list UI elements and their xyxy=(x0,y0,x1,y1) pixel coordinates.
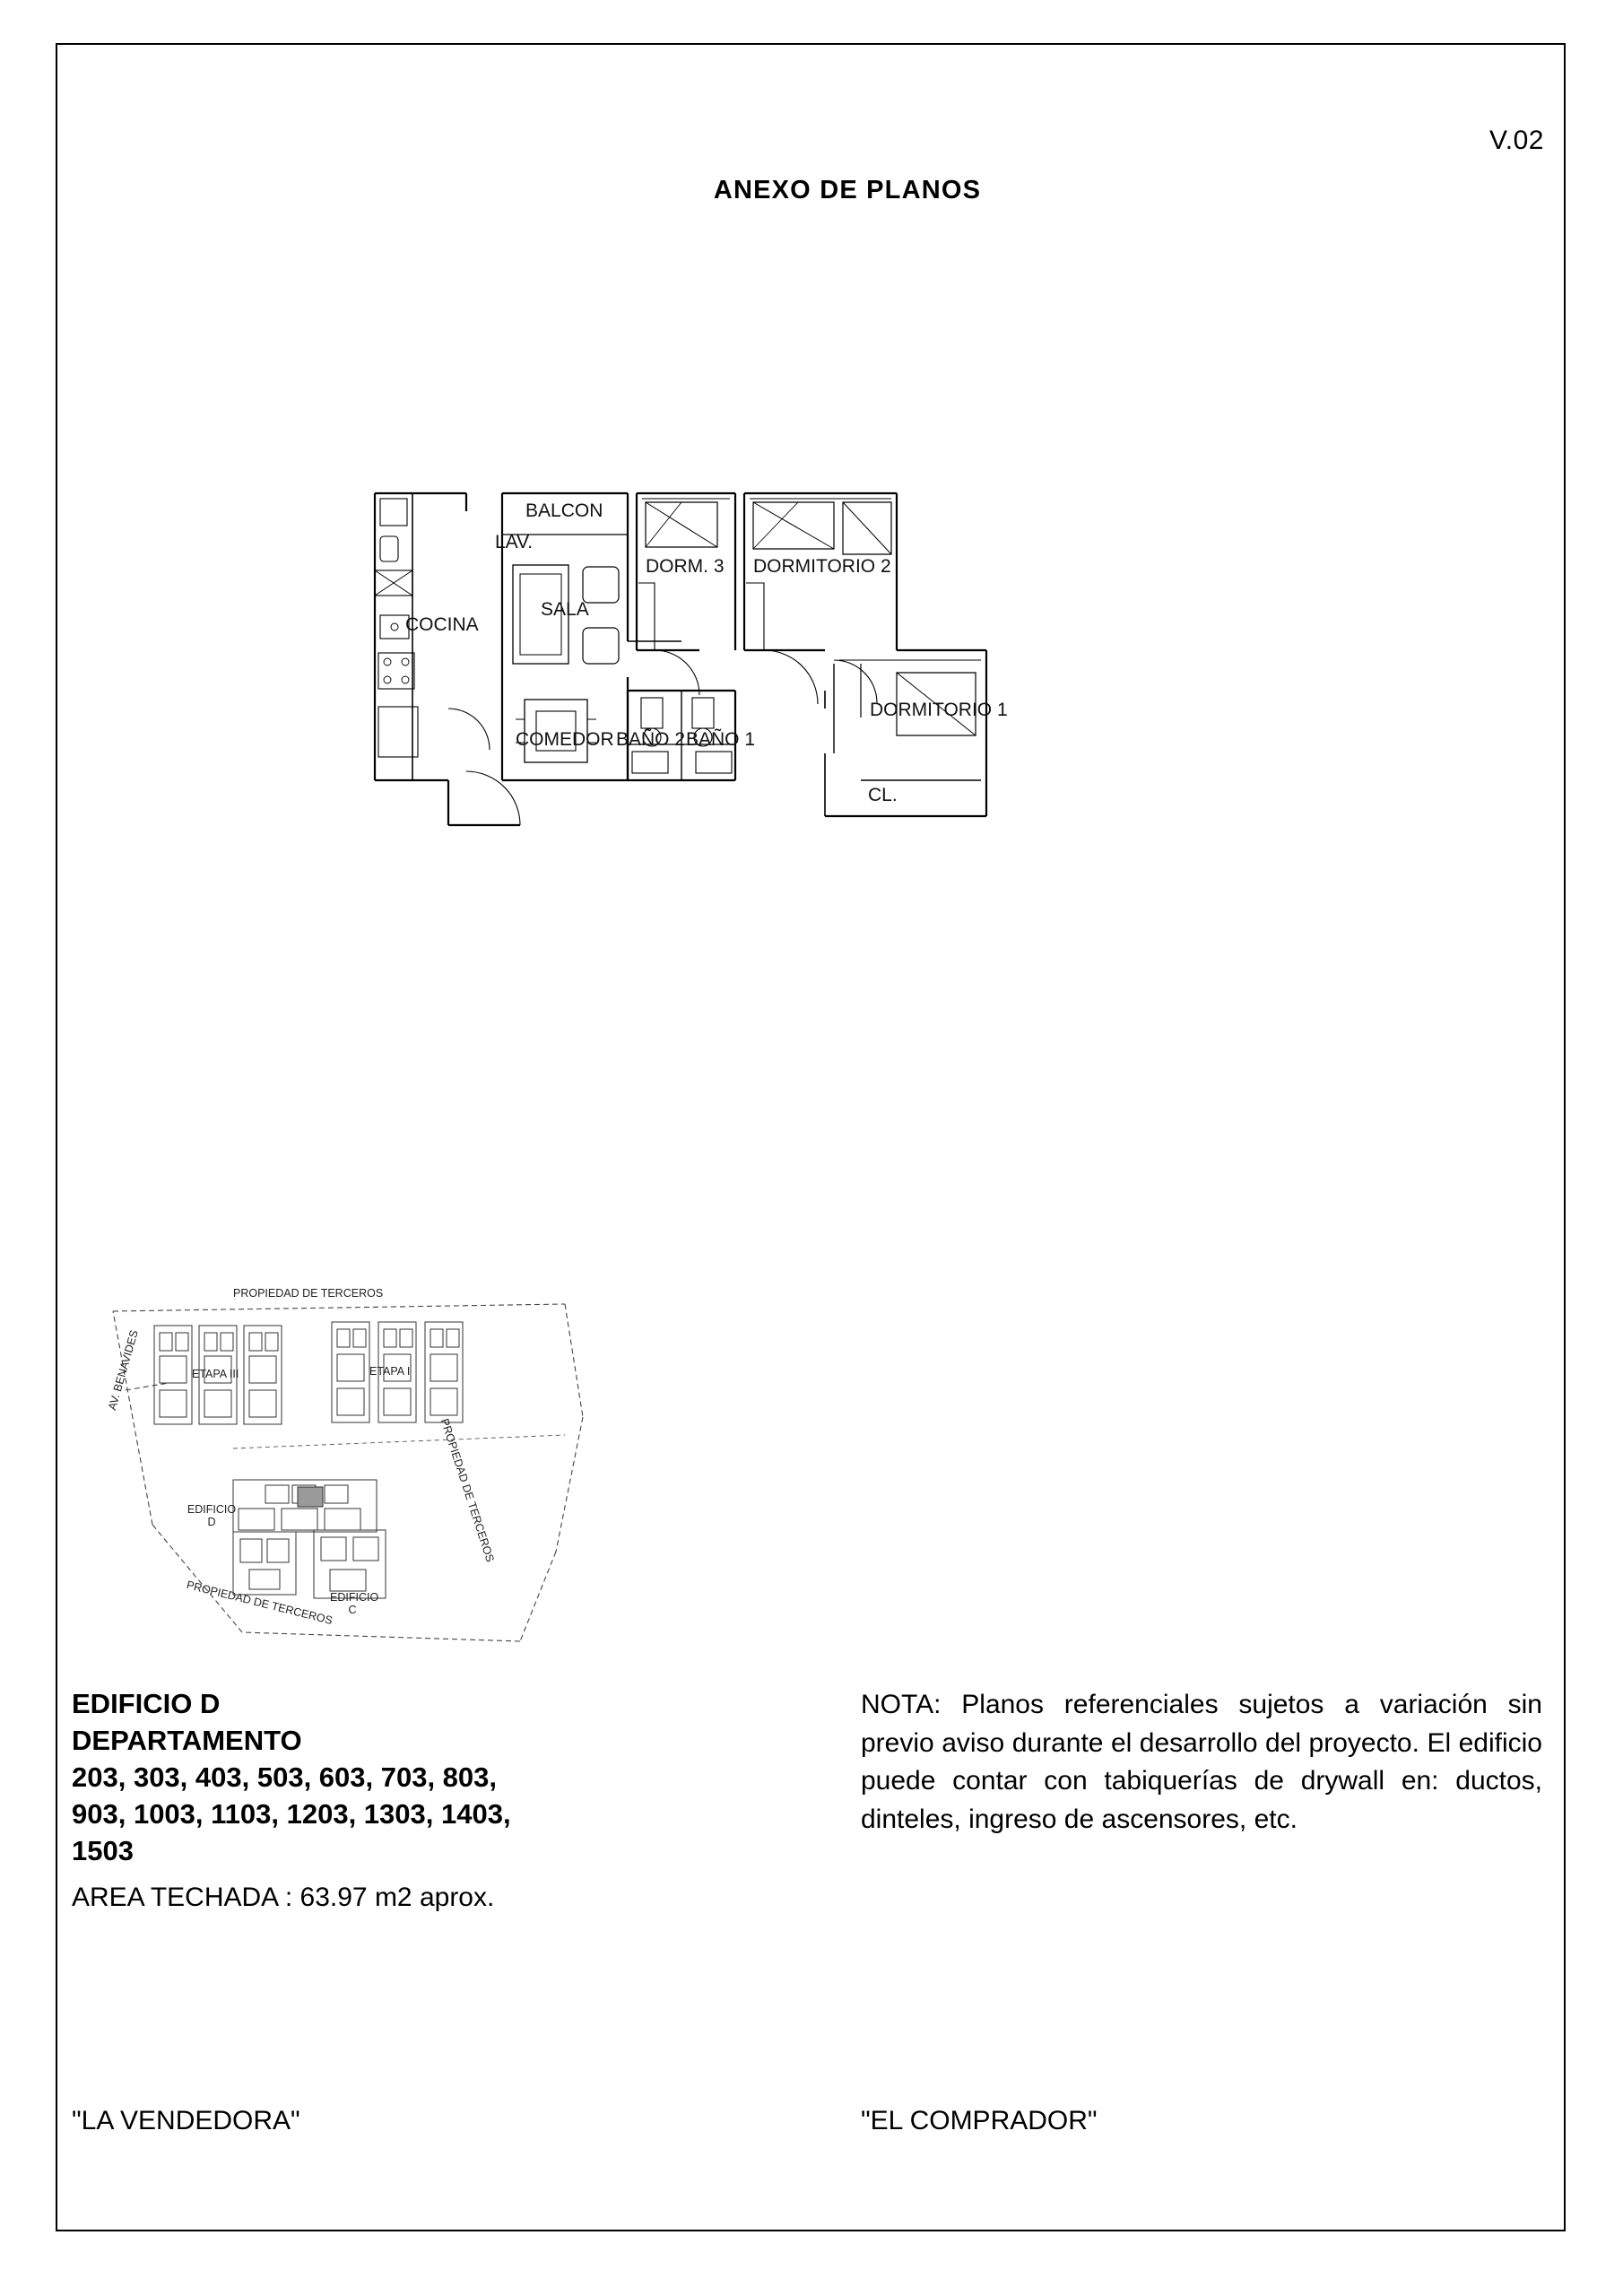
room-label-sala: SALA xyxy=(541,599,589,620)
note-text: NOTA: Planos referenciales sujetos a variación sin previo aviso durante el desarrollo del proyecto. El edificio puede contar con tabiquerías de drywall en: ductos, dinteles, ingreso de ascensores, etc. xyxy=(861,1690,1542,1834)
site-label-av-benavides: AV. BENAVIDES xyxy=(106,1328,141,1412)
room-label-balcon: BALCON xyxy=(525,500,603,521)
floor-plan xyxy=(359,484,1219,1040)
room-label-bano2: BAÑO 2 xyxy=(616,729,686,750)
site-map xyxy=(99,1283,637,1659)
site-label-terceros-bottom: PROPIEDAD DE TERCEROS xyxy=(185,1578,334,1628)
area-text: AREA TECHADA : 63.97 m2 aprox. xyxy=(72,1882,495,1912)
room-label-cl: CL. xyxy=(868,785,898,805)
room-label-bano1: BAÑO 1 xyxy=(686,729,756,750)
unit-numbers-line-2: 903, 1003, 1103, 1203, 1303, 1403, xyxy=(72,1797,511,1830)
site-label-etapa-3: ETAPA III xyxy=(192,1368,239,1380)
page-title: ANEXO DE PLANOS xyxy=(713,176,982,204)
room-label-dormitorio1: DORMITORIO 1 xyxy=(870,700,1008,720)
unit-numbers-line-1: 203, 303, 403, 503, 603, 703, 803, xyxy=(72,1761,498,1793)
room-label-dorm3: DORM. 3 xyxy=(646,556,725,577)
signature-buyer: "EL COMPRADOR" xyxy=(861,2106,1098,2135)
highlighted-unit xyxy=(298,1487,323,1507)
room-label-comedor: COMEDOR xyxy=(516,729,614,750)
document-version: V.02 xyxy=(1489,126,1544,155)
site-label-terceros-right: PROPIEDAD DE TERCEROS xyxy=(438,1417,497,1564)
site-label-etapa-1: ETAPA I xyxy=(369,1365,411,1378)
room-label-dormitorio2: DORMITORIO 2 xyxy=(753,556,891,577)
room-label-lav: LAV. xyxy=(495,532,534,552)
building-name: EDIFICIO D xyxy=(72,1688,221,1719)
unit-details xyxy=(72,1686,753,1918)
signature-seller: "LA VENDEDORA" xyxy=(72,2106,300,2135)
unit-numbers-line-3: 1503 xyxy=(72,1834,134,1866)
site-label-edificio-d: EDIFICIO D xyxy=(187,1503,237,1528)
site-label-terceros-top: PROPIEDAD DE TERCEROS xyxy=(233,1287,384,1300)
unit-word: DEPARTAMENTO xyxy=(72,1724,302,1756)
site-label-edificio-c: EDIFICIO C xyxy=(330,1591,379,1616)
room-label-cocina: COCINA xyxy=(405,614,479,635)
